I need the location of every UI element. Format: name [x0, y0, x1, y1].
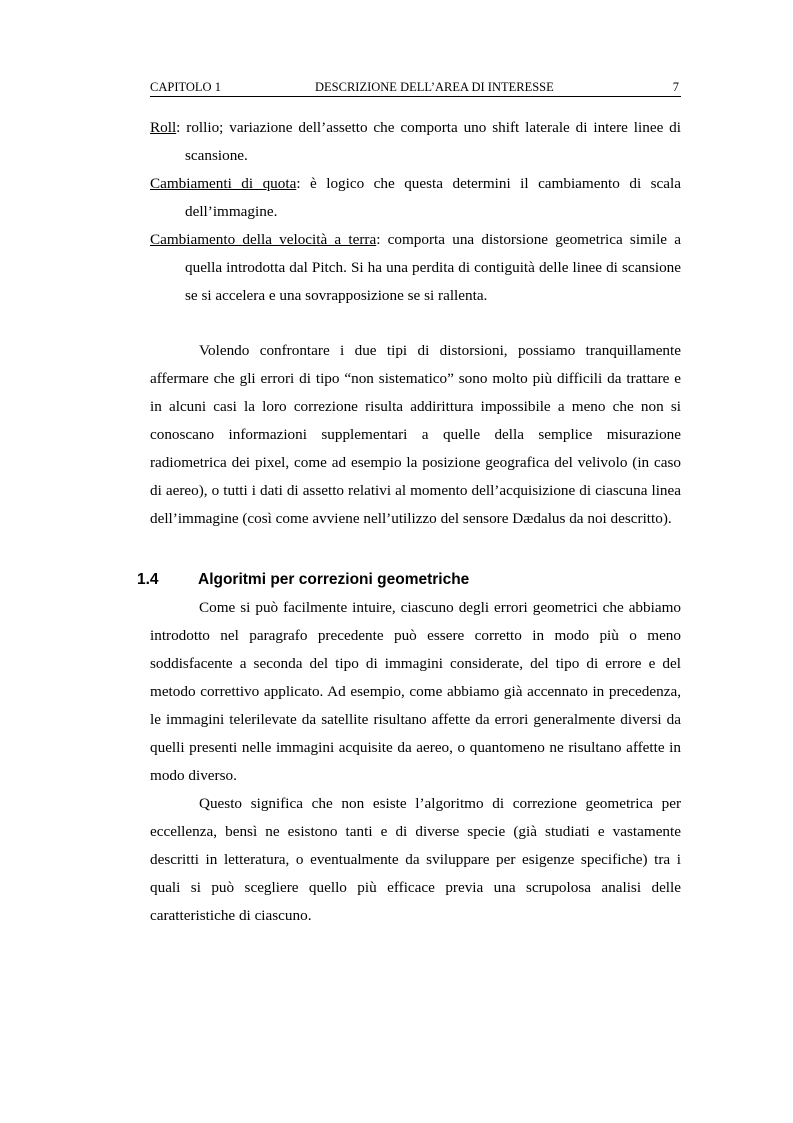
definition-term: Cambiamento della velocità a terra [150, 231, 377, 248]
chapter-label: CAPITOLO 1 [150, 80, 221, 94]
document-body [137, 114, 682, 930]
definition-term: Roll [150, 119, 177, 136]
section-heading [137, 566, 681, 594]
body-paragraph: Questo significa che non esiste l’algoritmo di correzione geometrica per eccellenza, bensì ne esistono tanti e di diverse specie (già studiati e vastamente descritti in letteratura, o eventualmente da sviluppare per esigenze specifiche) tra i quali si può scegliere quello più efficace previa una scrupolosa analisi delle caratteristiche di ciascuno. [150, 795, 681, 924]
section-title: Algoritmi per correzioni geometriche [198, 571, 470, 588]
definition-term: Cambiamenti di quota [150, 175, 297, 192]
definition-cambiamenti-di-quota [150, 170, 681, 226]
chapter-title: DESCRIZIONE DELL’AREA DI INTERESSE [315, 80, 554, 94]
definition-velocita-a-terra [150, 226, 681, 310]
running-header [150, 78, 681, 97]
definition-text: : rollio; variazione dell’assetto che comporta uno shift laterale di intere linee di scansione. [176, 119, 681, 164]
definition-roll [150, 114, 681, 170]
definition-text: : è logico che questa determini il cambiamento di scala dell’immagine. [185, 175, 681, 220]
body-paragraph: Volendo confrontare i due tipi di distorsioni, possiamo tranquillamente affermare che gli errori di tipo “non sistematico” sono molto più difficili da trattare e in alcuni casi la loro correzione risulta addirittura impossibile a meno che non si conoscano informazioni supplementari a quelle della semplice misurazione radiometrica dei pixel, come ad esempio la posizione geografica del velivolo (in caso di aereo), o tutti i dati di assetto relativi al momento dell’acquisizione di ciascuna linea dell’immagine (così come avviene nell’utilizzo del sensore Dædalus da noi descritto). [150, 342, 681, 527]
definition-text: : comporta una distorsione geometrica simile a quella introdotta dal Pitch. Si ha una perdita di contiguità delle linee di scansione se si accelera e una sovrapposizione se si rallenta. [185, 231, 682, 304]
document-page [137, 78, 682, 930]
page-number: 7 [672, 80, 679, 94]
section-number: 1.4 [137, 571, 159, 588]
body-paragraph: Come si può facilmente intuire, ciascuno degli errori geometrici che abbiamo introdotto nel paragrafo precedente può essere corretto in modo più o meno soddisfacente a seconda del tipo di immagini considerate, del tipo di errore e del metodo correttivo applicato. Ad esempio, come abbiamo già accennato in precedenza, le immagini telerilevate da satellite risultano affette da errori generalmente diversi da quelli presenti nelle immagini acquisite da aereo, o quantomeno ne risultano affette in modo diverso. [150, 599, 681, 784]
